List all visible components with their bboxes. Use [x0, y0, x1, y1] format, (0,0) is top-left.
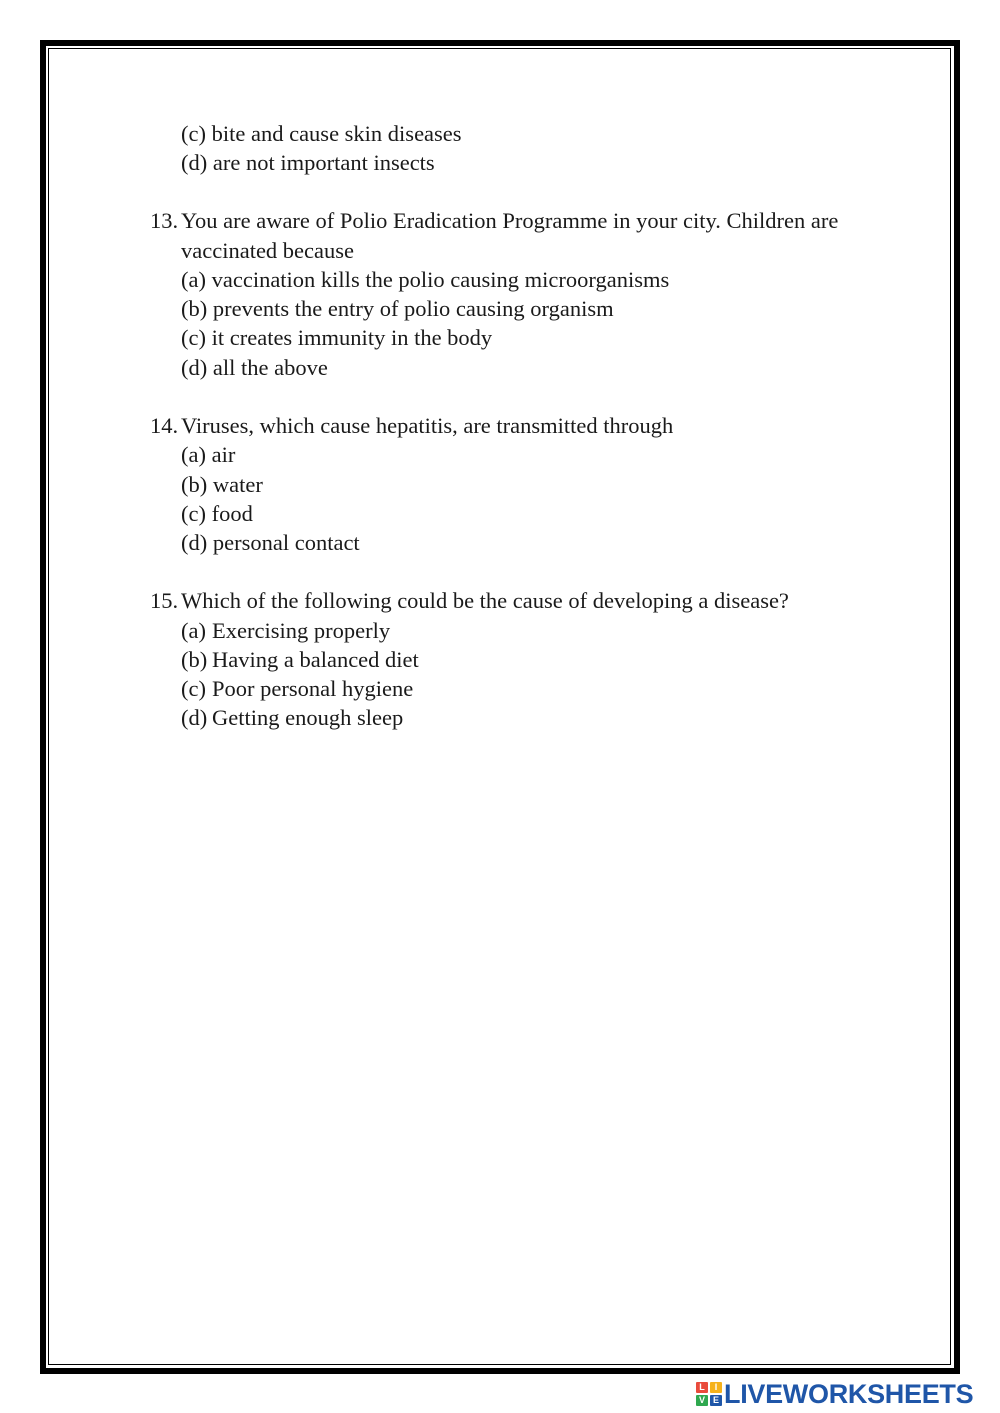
option-label: (c) [181, 676, 206, 701]
logo-letter: I [710, 1382, 722, 1393]
option-14c[interactable] [181, 499, 253, 528]
question-number: 13. [150, 208, 179, 233]
option-text: all the above [212, 355, 328, 380]
option-label: (a) [181, 618, 206, 643]
option-14d[interactable] [181, 528, 360, 557]
logo-letter: V [696, 1395, 708, 1406]
option-label: (b) [181, 472, 208, 497]
option-13a[interactable] [181, 265, 669, 294]
option-text: are not important insects [212, 150, 435, 175]
option-label: (b) [181, 296, 208, 321]
option-text: prevents the entry of polio causing organism [212, 296, 614, 321]
liveworksheets-brand[interactable] [696, 1378, 973, 1410]
option-label: (a) [181, 267, 206, 292]
option-label: (d) [181, 150, 208, 175]
logo-letter: L [696, 1382, 708, 1393]
option-text: Having a balanced diet [212, 647, 419, 672]
option-label: (c) [181, 501, 206, 526]
option-label: (d) [181, 355, 208, 380]
option-12d[interactable] [181, 148, 435, 177]
option-14b[interactable] [181, 470, 263, 499]
option-13b[interactable] [181, 294, 614, 323]
option-text: Poor personal hygiene [212, 676, 414, 701]
option-12c[interactable] [181, 119, 462, 148]
option-text: vaccination kills the polio causing microorganisms [211, 267, 670, 292]
liveworksheets-logo-icon [696, 1382, 722, 1406]
option-label: (c) [181, 325, 206, 350]
question-number: 14. [150, 413, 179, 438]
option-13d[interactable] [181, 353, 328, 382]
option-15d[interactable] [181, 703, 403, 732]
option-text: personal contact [212, 530, 360, 555]
question-number: 15. [150, 588, 179, 613]
option-text: bite and cause skin diseases [211, 121, 462, 146]
option-text: water [212, 472, 263, 497]
logo-letter: E [710, 1395, 722, 1406]
option-label: (d) [181, 705, 208, 730]
question-text: Viruses, which cause hepatitis, are transmitted through [181, 413, 674, 438]
option-text: it creates immunity in the body [211, 325, 493, 350]
option-label: (b) [181, 647, 208, 672]
option-13c[interactable] [181, 323, 492, 352]
brand-name: LIVEWORKSHEETS [724, 1378, 974, 1409]
option-15a[interactable] [181, 616, 390, 645]
option-15c[interactable] [181, 674, 413, 703]
option-label: (d) [181, 530, 208, 555]
question-text: You are aware of Polio Eradication Programme in your city. Children are [181, 208, 839, 233]
option-15b[interactable] [181, 645, 419, 674]
option-text: food [211, 501, 253, 526]
option-text: air [211, 442, 236, 467]
option-text: Exercising properly [212, 618, 391, 643]
question-text: Which of the following could be the cause of developing a disease? [181, 588, 789, 613]
question-text: vaccinated because [181, 238, 355, 263]
option-label: (a) [181, 442, 206, 467]
option-14a[interactable] [181, 440, 235, 469]
option-text: Getting enough sleep [212, 705, 404, 730]
option-label: (c) [181, 121, 206, 146]
